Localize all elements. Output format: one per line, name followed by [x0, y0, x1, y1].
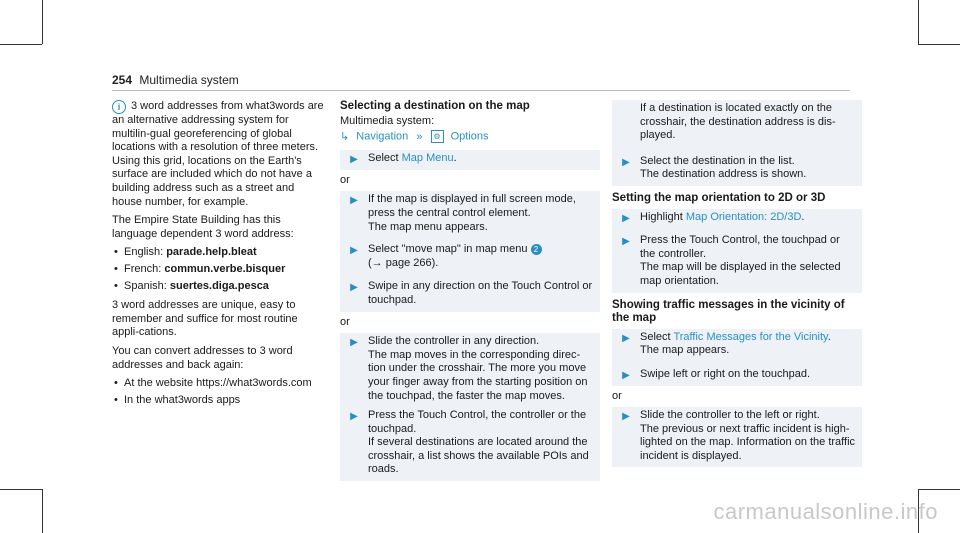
step-press-orientation: ▶ Press the Touch Control, the touchpad or the controller. The map will be displayed in the selected map orientation. [612, 228, 862, 292]
step-arrow-icon: ▶ [622, 369, 630, 381]
page-header [112, 73, 239, 87]
step-select-traffic: ▶ Select Traffic Messages for the Vicinity. The map appears. [612, 329, 862, 362]
step-arrow-icon: ▶ [350, 337, 358, 349]
system-label: Multimedia system: [340, 114, 435, 127]
unique-paragraph: 3 word addresses are unique, easy to remember and suffice for most routine appli-cations. [112, 299, 298, 339]
step-arrow-icon: ▶ [622, 236, 630, 248]
list-item: • Spanish: suertes.diga.pesca [112, 280, 327, 294]
where-list [112, 377, 327, 407]
empire-paragraph: The Empire State Building has this language dependent 3 word address: [112, 214, 294, 240]
step-swipe-touchpad: ▶ Swipe left or right on the touchpad. [612, 362, 862, 386]
section-title: Multimedia system [139, 73, 239, 87]
crop-mark [918, 0, 919, 44]
or-label: or [340, 173, 350, 186]
crop-mark [42, 0, 43, 44]
step-press-touch-control: ▶ Press the Touch Control, the controller or the touchpad. If several destinations are located around the crosshair, a list shows the available POIs and roads. [340, 407, 600, 481]
crop-mark [0, 44, 42, 45]
step-slide-left-right: ▶ Slide the controller to the left or right. The previous or next traffic incident is high-lighted on the map. Information on the traffic incident is displayed. [612, 407, 862, 467]
menu-path-options: Options [450, 130, 489, 143]
step-arrow-icon: ▶ [350, 282, 358, 294]
step-full-screen: ▶ If the map is displayed in full screen mode, press the central control element. The map menu appears. [340, 191, 600, 238]
crop-mark [42, 489, 43, 533]
or-label: or [340, 315, 350, 328]
step-select-map-menu: ▶ Select Map Menu. [340, 150, 600, 170]
double-chevron-icon: » [416, 130, 423, 143]
options-icon: ⚙ [431, 130, 444, 143]
column-2 [340, 100, 600, 481]
step-swipe: ▶ Swipe in any direction on the Touch Control or touchpad. [340, 274, 600, 311]
menu-path [340, 130, 600, 144]
step-arrow-icon: ▶ [622, 156, 630, 168]
column-1 [112, 100, 327, 413]
list-item: • At the website https://what3words.com [112, 377, 327, 391]
step-highlight-orientation: ▶ Highlight Map Orientation: 2D/3D. [612, 209, 862, 229]
section-heading: Selecting a destination on the map [340, 100, 530, 112]
step-select-destination: ▶ Select the destination in the list. The destination address is shown. [612, 147, 862, 186]
step-continued: If a destination is located exactly on the crosshair, the destination address is dis-played. [612, 100, 862, 147]
step-arrow-icon: ▶ [622, 411, 630, 423]
or-label: or [612, 389, 622, 402]
list-item: • In the what3words apps [112, 394, 327, 408]
step-move-map: ▶ Select "move map" in map menu 2 (→ page 266). [340, 238, 600, 274]
step-arrow-icon: ▶ [350, 154, 358, 166]
list-item: • French: commun.verbe.bisquer [112, 263, 327, 277]
return-arrow-icon: ↳ [340, 130, 350, 143]
step-arrow-icon: ▶ [350, 195, 358, 207]
info-paragraph: i 3 word addresses from what3words are an alternative addressing system for multilin-gual georeferencing of global locations with a resolution of three meters. Using this grid, locations on the Earth's surface are included which do not have a building address such as a street and house number, for example. [112, 100, 324, 208]
watermark: carmanualsonline.info [713, 499, 938, 524]
step-slide-controller: ▶ Slide the controller in any direction. The map moves in the corresponding direc-tion under the crosshair. The more you move your finger away from the starting position on the touchpad, the faster the map moves. [340, 333, 600, 407]
step-arrow-icon: ▶ [350, 411, 358, 423]
page-number: 254 [112, 73, 133, 87]
crop-mark [918, 44, 960, 45]
crop-mark [918, 489, 960, 490]
column-3 [612, 100, 862, 467]
crop-mark [0, 489, 42, 490]
step-arrow-icon: ▶ [622, 212, 630, 224]
convert-paragraph: You can convert addresses to 3 word addresses and back again: [112, 344, 293, 371]
step-arrow-icon: ▶ [350, 245, 358, 257]
section-heading: Setting the map orientation to 2D or 3D [612, 191, 826, 204]
callout-number: 2 [531, 244, 542, 255]
list-item: • English: parade.help.bleat [112, 246, 327, 260]
header-divider [112, 90, 850, 91]
menu-path-navigation: Navigation [356, 130, 409, 143]
section-heading: Showing traffic messages in the vicinity of the map [612, 298, 845, 325]
address-list [112, 246, 327, 293]
info-icon: i [112, 100, 126, 114]
step-arrow-icon: ▶ [622, 332, 630, 344]
